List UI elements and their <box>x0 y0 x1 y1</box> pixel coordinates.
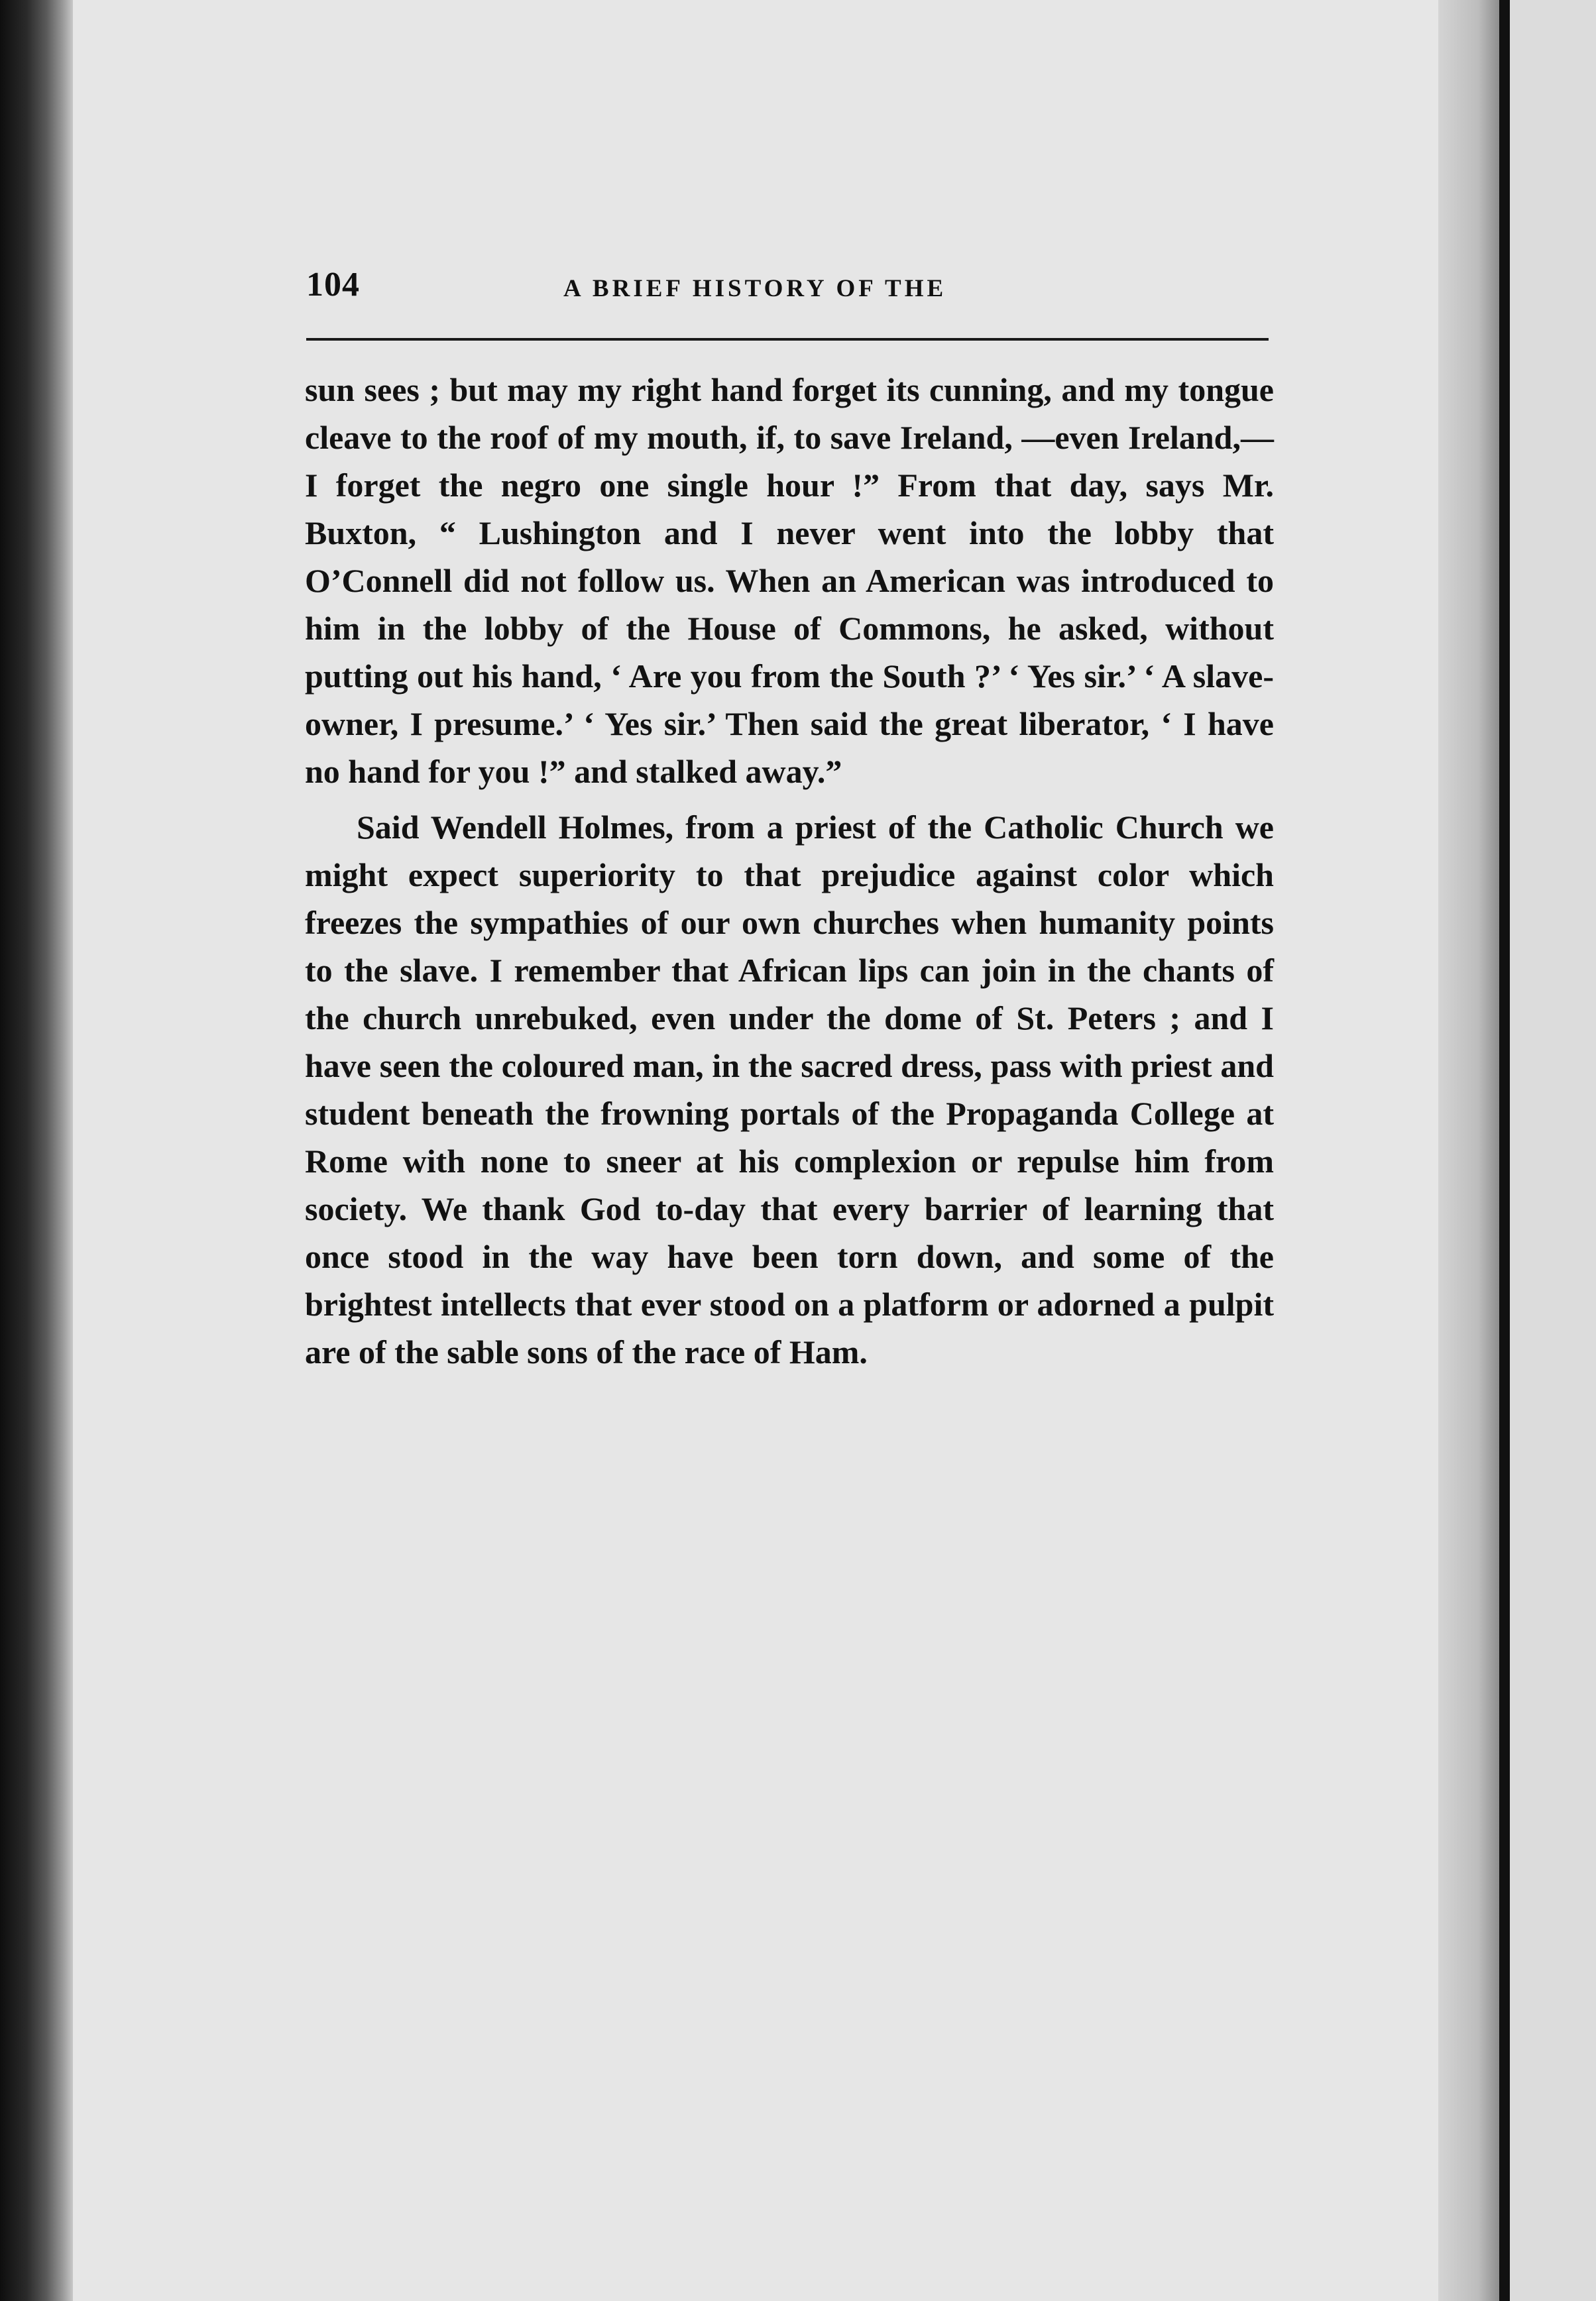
binding-edge <box>0 0 73 2301</box>
running-title: A BRIEF HISTORY OF THE <box>563 275 947 302</box>
page-number: 104 <box>306 266 360 304</box>
body-text <box>305 366 1274 1376</box>
paragraph-continuation: sun sees ; but may my right hand forget its cunning, and my tongue cleave to the roof of my mouth, if, to save Ireland, —even Ireland,—I forget the negro one single hour !” From that day, says Mr. Buxton, “ Lushington and I never went into the lobby that O’Connell did not follow us. When an American was introduced to him in the lobby of the House of Commons, he asked, without putting out his hand, ‘ Are you from the South ?’ ‘ Yes sir.’ ‘ A slave-owner, I presume.’ ‘ Yes sir.’ Then said the great liberator, ‘ I have no hand for you !” and stalked away.” <box>305 371 1274 790</box>
spine-shadow <box>1499 0 1510 2301</box>
next-page-edge <box>1510 0 1596 2301</box>
header-rule <box>306 338 1269 341</box>
paragraph-holmes: Said Wendell Holmes, from a priest of the Catholic Church we might expect superiority to that prejudice against color which freezes the sympathies of our own churches when humanity points to the slave. I remember that African lips can join in the chants of the church unrebuked, even under the dome of St. Peters ; and I have seen the coloured man, in the sacred dress, pass with priest and student beneath the frowning portals of the Propaganda College at Rome with none to sneer at his complexion or repulse him from society. We thank God to-day that every barrier of learning that once stood in the way have been torn down, and some of the brightest intellects that ever stood on a platform or adorned a pulpit are of the sable sons of the race of Ham. <box>305 809 1274 1371</box>
running-header <box>306 265 1274 311</box>
